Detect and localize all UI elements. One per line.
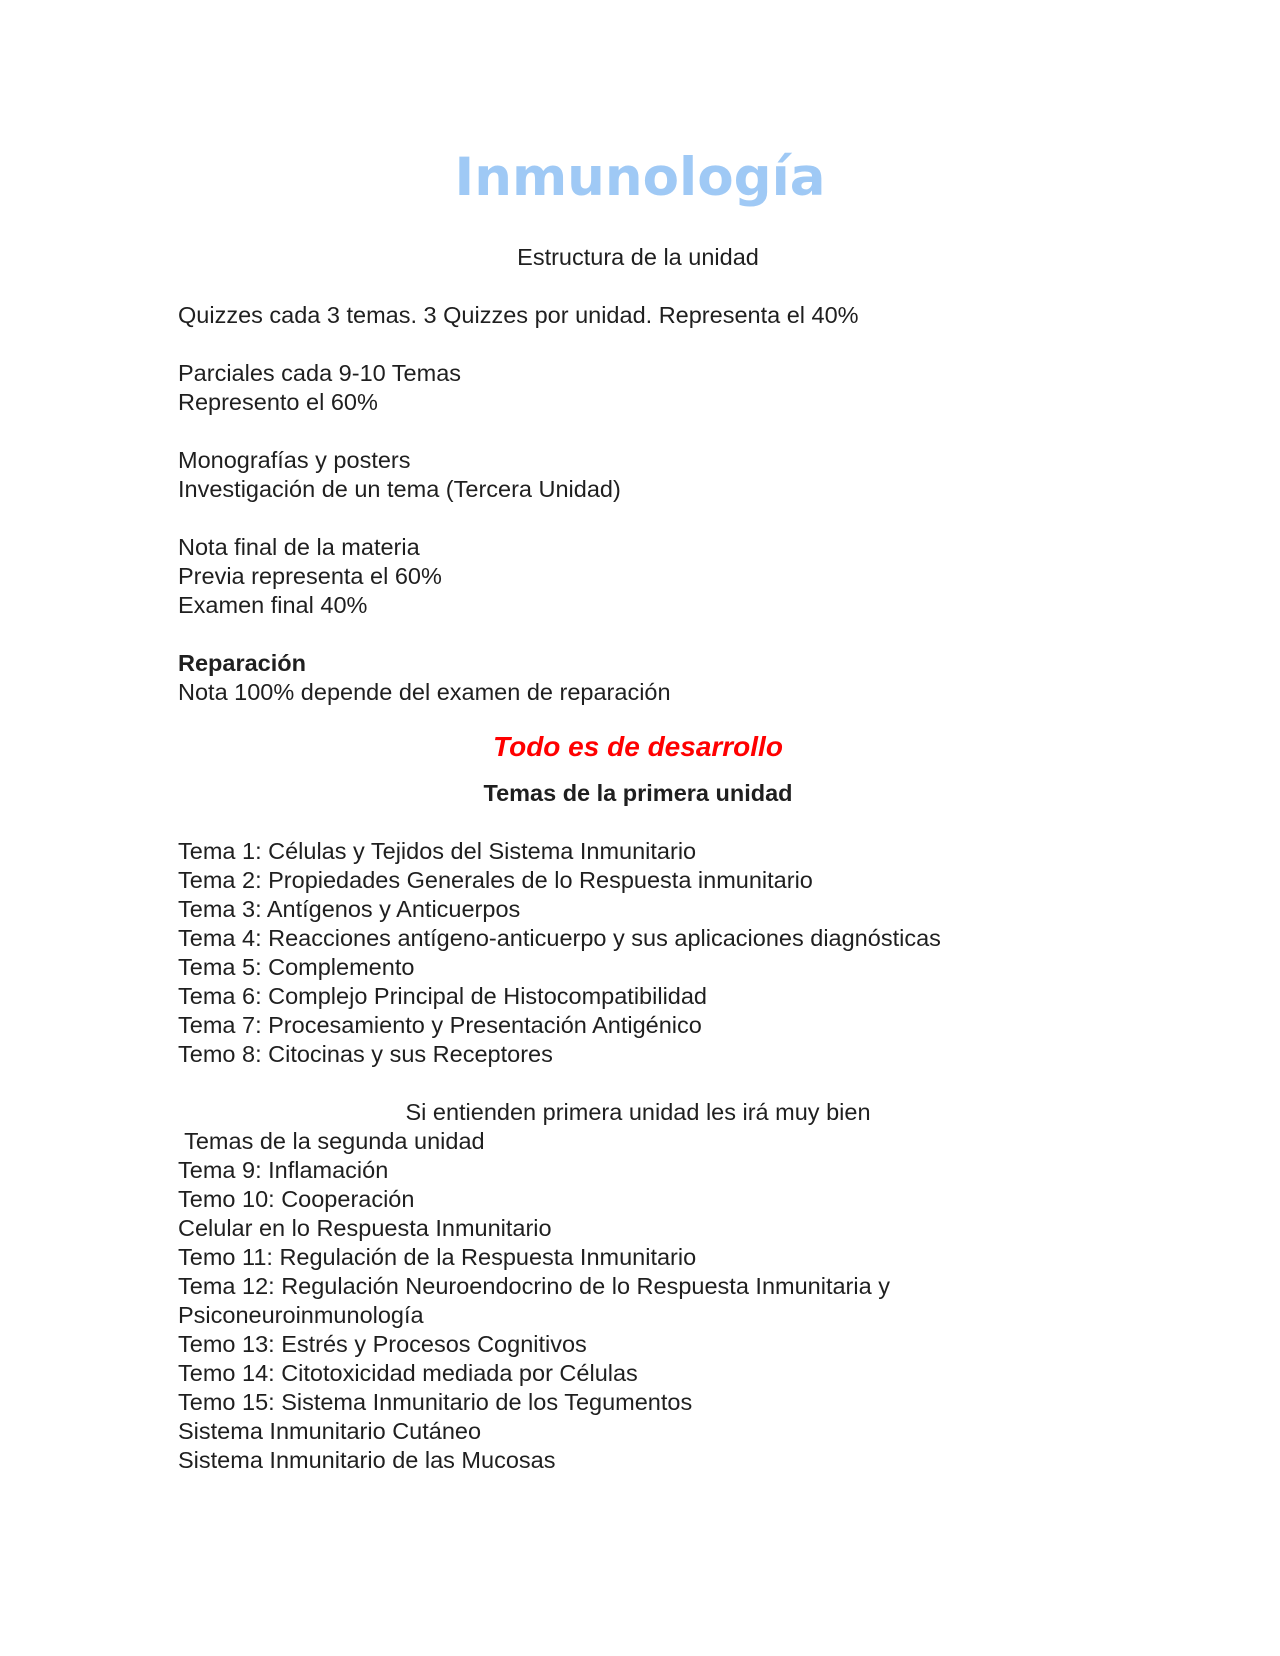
unit2-heading: Temas de la segunda unidad <box>178 1128 485 1154</box>
document-title: Inmunología <box>454 147 826 208</box>
spacer <box>178 272 1178 301</box>
nota-final-line: Previa representa el 60% <box>178 563 442 589</box>
list-item: Tema 2: Propiedades Generales de lo Respuesta inmunitario <box>178 867 813 893</box>
monografias-line: Investigación de un tema (Tercera Unidad) <box>178 476 621 502</box>
encouragement-text: Si entienden primera unidad les irá muy bien <box>405 1099 871 1125</box>
list-item: Tema 7: Procesamiento y Presentación Antigénico <box>178 1012 702 1038</box>
list-item: Psiconeuroinmunología <box>178 1302 424 1328</box>
list-item: Tema 1: Células y Tejidos del Sistema Inmunitario <box>178 838 697 864</box>
list-item: Tema 3: Antígenos y Anticuerpos <box>178 896 521 922</box>
list-item: Temo 15: Sistema Inmunitario de los Tegumentos <box>178 1389 693 1415</box>
nota-final-line: Examen final 40% <box>178 592 368 618</box>
list-item: Tema 9: Inflamación <box>178 1157 389 1183</box>
list-item: Temo 11: Regulación de la Respuesta Inmunitario <box>178 1244 697 1270</box>
list-item: Tema 4: Reacciones antígeno-anticuerpo y sus aplicaciones diagnósticas <box>178 925 941 951</box>
list-item: Celular en lo Respuesta Inmunitario <box>178 1215 552 1241</box>
spacer <box>178 620 1178 649</box>
unit1-heading: Temas de la primera unidad <box>483 780 793 806</box>
list-item: Temo 14: Citotoxicidad mediada por Células <box>178 1360 638 1386</box>
spacer <box>178 1069 1178 1098</box>
list-item: Sistema Inmunitario de las Mucosas <box>178 1447 556 1473</box>
list-item: Temo 10: Cooperación <box>178 1186 415 1212</box>
monografias-line: Monografías y posters <box>178 447 411 473</box>
spacer <box>178 504 1178 533</box>
spacer <box>178 808 1178 837</box>
parciales-line: Parciales cada 9-10 Temas <box>178 360 462 386</box>
subtitle: Estructura de la unidad <box>517 244 759 270</box>
spacer <box>178 417 1178 446</box>
spacer <box>178 330 1178 359</box>
list-item: Temo 13: Estrés y Procesos Cognitivos <box>178 1331 587 1357</box>
list-item: Tema 12: Regulación Neuroendocrino de lo Respuesta Inmunitaria y <box>178 1273 890 1299</box>
reparacion-heading: Reparación <box>178 650 306 676</box>
unit1-topic-list <box>178 837 1178 1069</box>
list-item: Tema 6: Complejo Principal de Histocompatibilidad <box>178 983 708 1009</box>
reparacion-text: Nota 100% depende del examen de reparación <box>178 679 671 705</box>
list-item: Temo 8: Citocinas y sus Receptores <box>178 1041 553 1067</box>
quizzes-text: Quizzes cada 3 temas. 3 Quizzes por unidad. Representa el 40% <box>178 302 859 328</box>
nota-final-line: Nota final de la materia <box>178 534 420 560</box>
list-item: Tema 5: Complemento <box>178 954 415 980</box>
unit2-topic-list <box>178 1156 1178 1475</box>
highlight-heading: Todo es de desarrollo <box>493 731 783 762</box>
document-body <box>178 243 1178 1475</box>
list-item: Sistema Inmunitario Cutáneo <box>178 1418 482 1444</box>
parciales-line: Represento el 60% <box>178 389 378 415</box>
